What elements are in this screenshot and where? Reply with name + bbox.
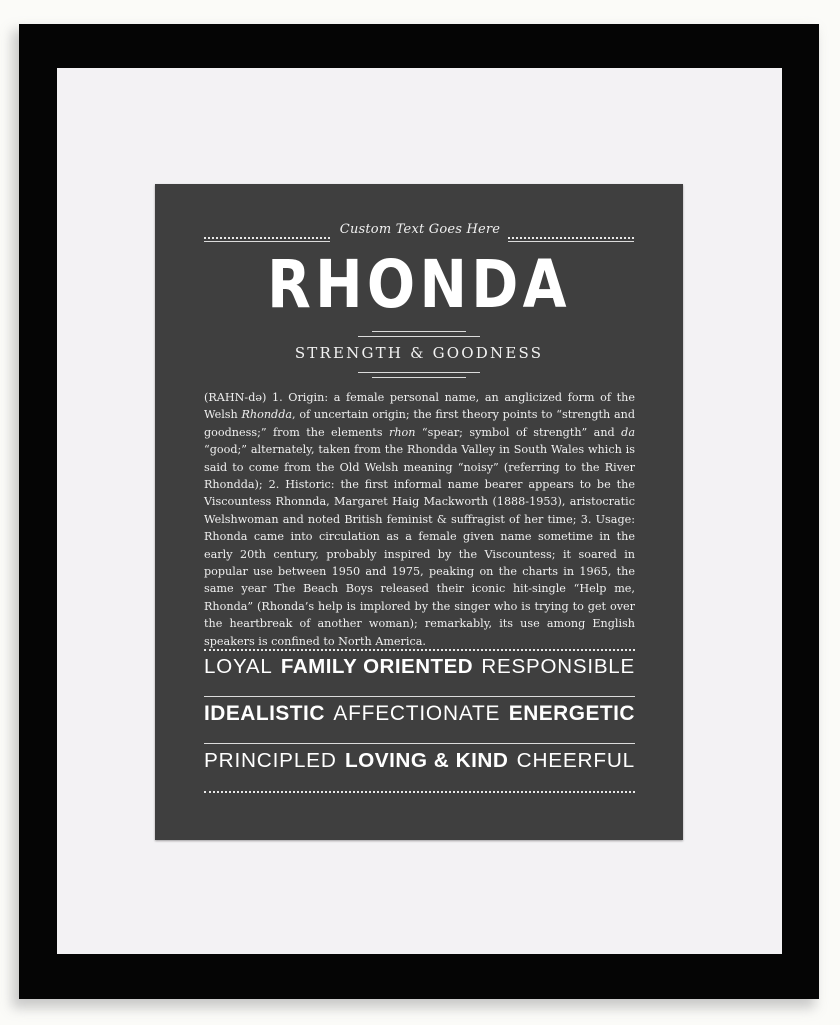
name-definition: (RAHN-də) 1. Origin: a female personal name, an anglicized form of the Welsh Rhondda, of uncertain origin; the first theory points to “strength and goodness;” from the elements rhon “spear; symbol of strength” and da “good;” alternately, taken from the Rhondda Valley in South Wales which is said to come from the Old Welsh meaning “noisy” (referring to the River Rhondda); 2. Historic: the first informal name bearer appears to be the Viscountess Rhonnda, Margaret Haig Mackworth (1888-1953), aristocratic Welshwoman and noted British feminist & suffragist of her time; 3. Usage: Rhonda came into circulation as a female given name sometime in the early 20th century, probably inspired by the Viscountess; it soared in popular use between 1950 and 1975, peaking on the charts in 1965, the same year The Beach Boys released their iconic hit-single “Help me, Rhonda” (Rhonda’s help is implored by the singer who is trying to get over the heartbreak of another woman); remarkably, its use among English speakers is confined to North America. — [204, 391, 635, 648]
trait-affectionate: AFFECTIONATE — [333, 702, 501, 725]
pronunciation: (RAHN-də) — [204, 391, 267, 404]
meaning-rule-bottom-1 — [358, 372, 480, 373]
name-title: RHONDA — [267, 246, 571, 323]
header-dotted-line-left — [204, 237, 330, 239]
header-rule-left — [204, 241, 330, 242]
custom-text: Custom Text Goes Here — [339, 222, 501, 237]
trait-loyal: LOYAL — [204, 655, 273, 678]
meaning-rule-top-2 — [358, 336, 480, 337]
trait-family-oriented: FAMILY ORIENTED — [280, 655, 474, 678]
traits-dotted-line-bottom — [204, 791, 635, 793]
name-print — [155, 184, 683, 840]
name-meaning: STRENGTH & GOODNESS — [294, 344, 544, 362]
trait-cheerful: CHEERFUL — [516, 749, 635, 772]
traits-rule-2 — [204, 743, 635, 744]
trait-idealistic: IDEALISTIC — [204, 702, 325, 725]
traits-rule-1 — [204, 696, 635, 697]
meaning-rule-top-1 — [372, 331, 466, 332]
header-rule-right — [508, 241, 634, 242]
trait-row-1 — [204, 655, 635, 691]
traits-dotted-line-top — [204, 649, 635, 651]
header-dotted-line-right — [508, 237, 634, 239]
black-frame — [19, 24, 819, 999]
white-mat — [57, 68, 782, 954]
trait-loving-and-kind: LOVING & KIND — [344, 749, 509, 772]
trait-row-2 — [204, 702, 635, 738]
meaning-rule-bottom-2 — [372, 377, 466, 378]
trait-principled: PRINCIPLED — [204, 749, 337, 772]
trait-responsible: RESPONSIBLE — [481, 655, 635, 678]
trait-row-3 — [204, 749, 635, 785]
trait-energetic: ENERGETIC — [508, 702, 635, 725]
